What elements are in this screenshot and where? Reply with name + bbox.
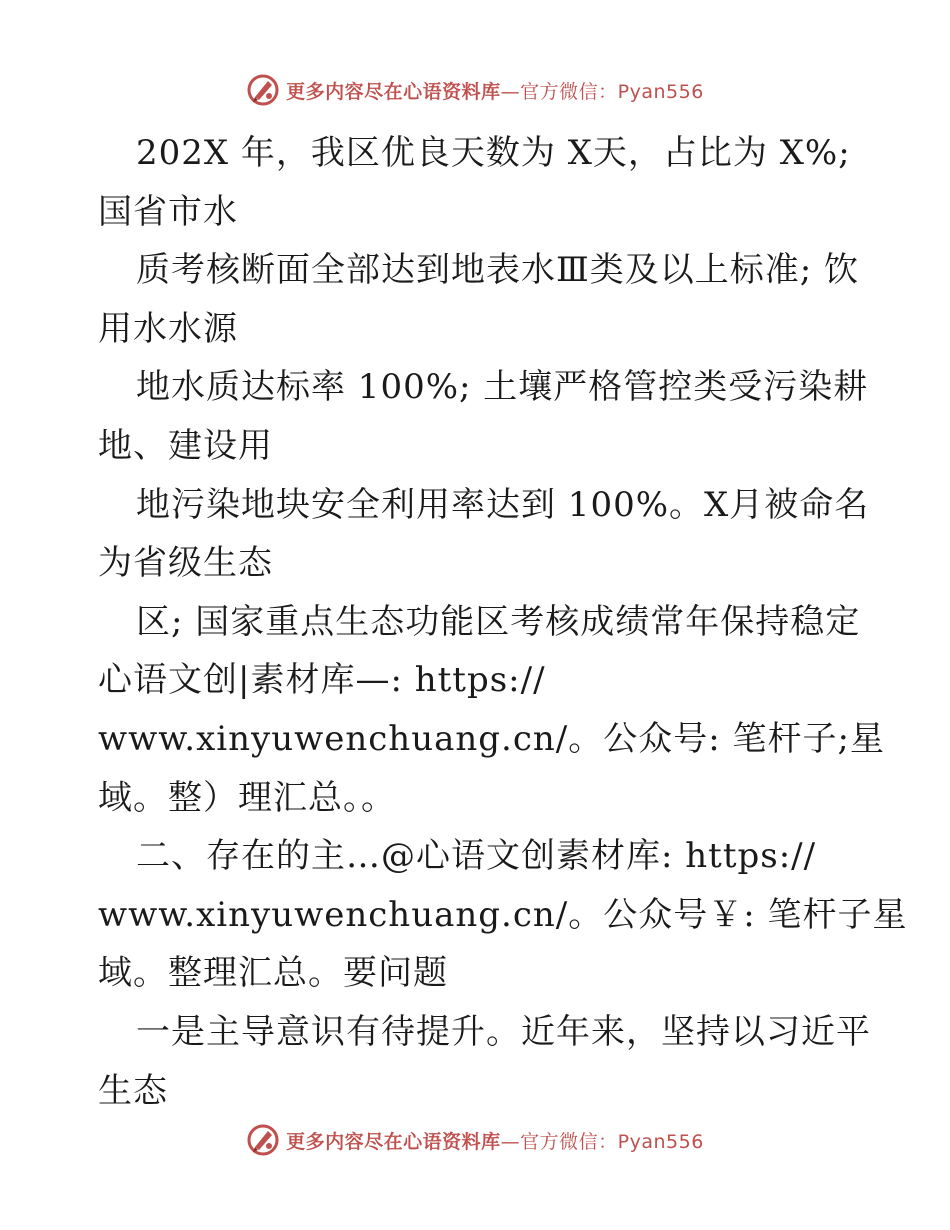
footer-banner-text — [286, 1127, 704, 1154]
footer-official-text: 官方微信：Pyan556 — [520, 1130, 704, 1153]
body-line: 地污染地块安全利用率达到 100%。X月被命名 — [136, 484, 870, 525]
body-line: 用水水源 — [98, 308, 238, 349]
header-brand-text: 更多内容尽在心语资料库 — [286, 80, 501, 103]
body-line: 为省级生态 — [98, 543, 273, 584]
body-line: 地、建设用 — [98, 425, 273, 466]
header-banner-inner — [246, 73, 704, 107]
pen-logo-icon — [246, 1123, 280, 1157]
document-body — [98, 124, 908, 1120]
body-line: 域。整）理汇总。。 — [98, 777, 396, 818]
footer-banner — [0, 1120, 950, 1160]
body-line: www.xinyuwenchuang.cn/。公众号￥: 笔杆子星 — [98, 894, 908, 935]
body-line: 国省市水 — [98, 191, 238, 232]
header-official-text: 官方微信：Pyan556 — [520, 80, 704, 103]
header-dash: — — [500, 80, 521, 103]
footer-brand-text: 更多内容尽在心语资料库 — [286, 1130, 501, 1153]
body-line: 域。整理汇总。要问题 — [98, 953, 448, 994]
body-line: 二、存在的主…@心语文创素材库: https:// — [136, 836, 817, 877]
body-line: www.xinyuwenchuang.cn/。公众号: 笔杆子;星 — [98, 718, 885, 759]
footer-banner-inner — [246, 1123, 704, 1157]
body-line: 质考核断面全部达到地表水Ⅲ类及以上标准; 饮 — [136, 250, 860, 291]
pen-logo-icon — [246, 73, 280, 107]
body-line: 区; 国家重点生态功能区考核成绩常年保持稳定 — [136, 601, 861, 642]
body-line: 地水质达标率 100%; 土壤严格管控类受污染耕 — [136, 367, 869, 408]
body-line: 一是主导意识有待提升。近年来，坚持以习近平 — [136, 1011, 871, 1052]
body-line: 202X 年，我区优良天数为 X天，占比为 X%; — [136, 133, 851, 173]
header-banner — [0, 70, 950, 110]
body-line: 生态 — [98, 1070, 168, 1111]
body-line: 心语文创|素材库—: https:// — [98, 660, 546, 701]
footer-dash: — — [500, 1130, 521, 1153]
header-banner-text — [286, 77, 704, 104]
